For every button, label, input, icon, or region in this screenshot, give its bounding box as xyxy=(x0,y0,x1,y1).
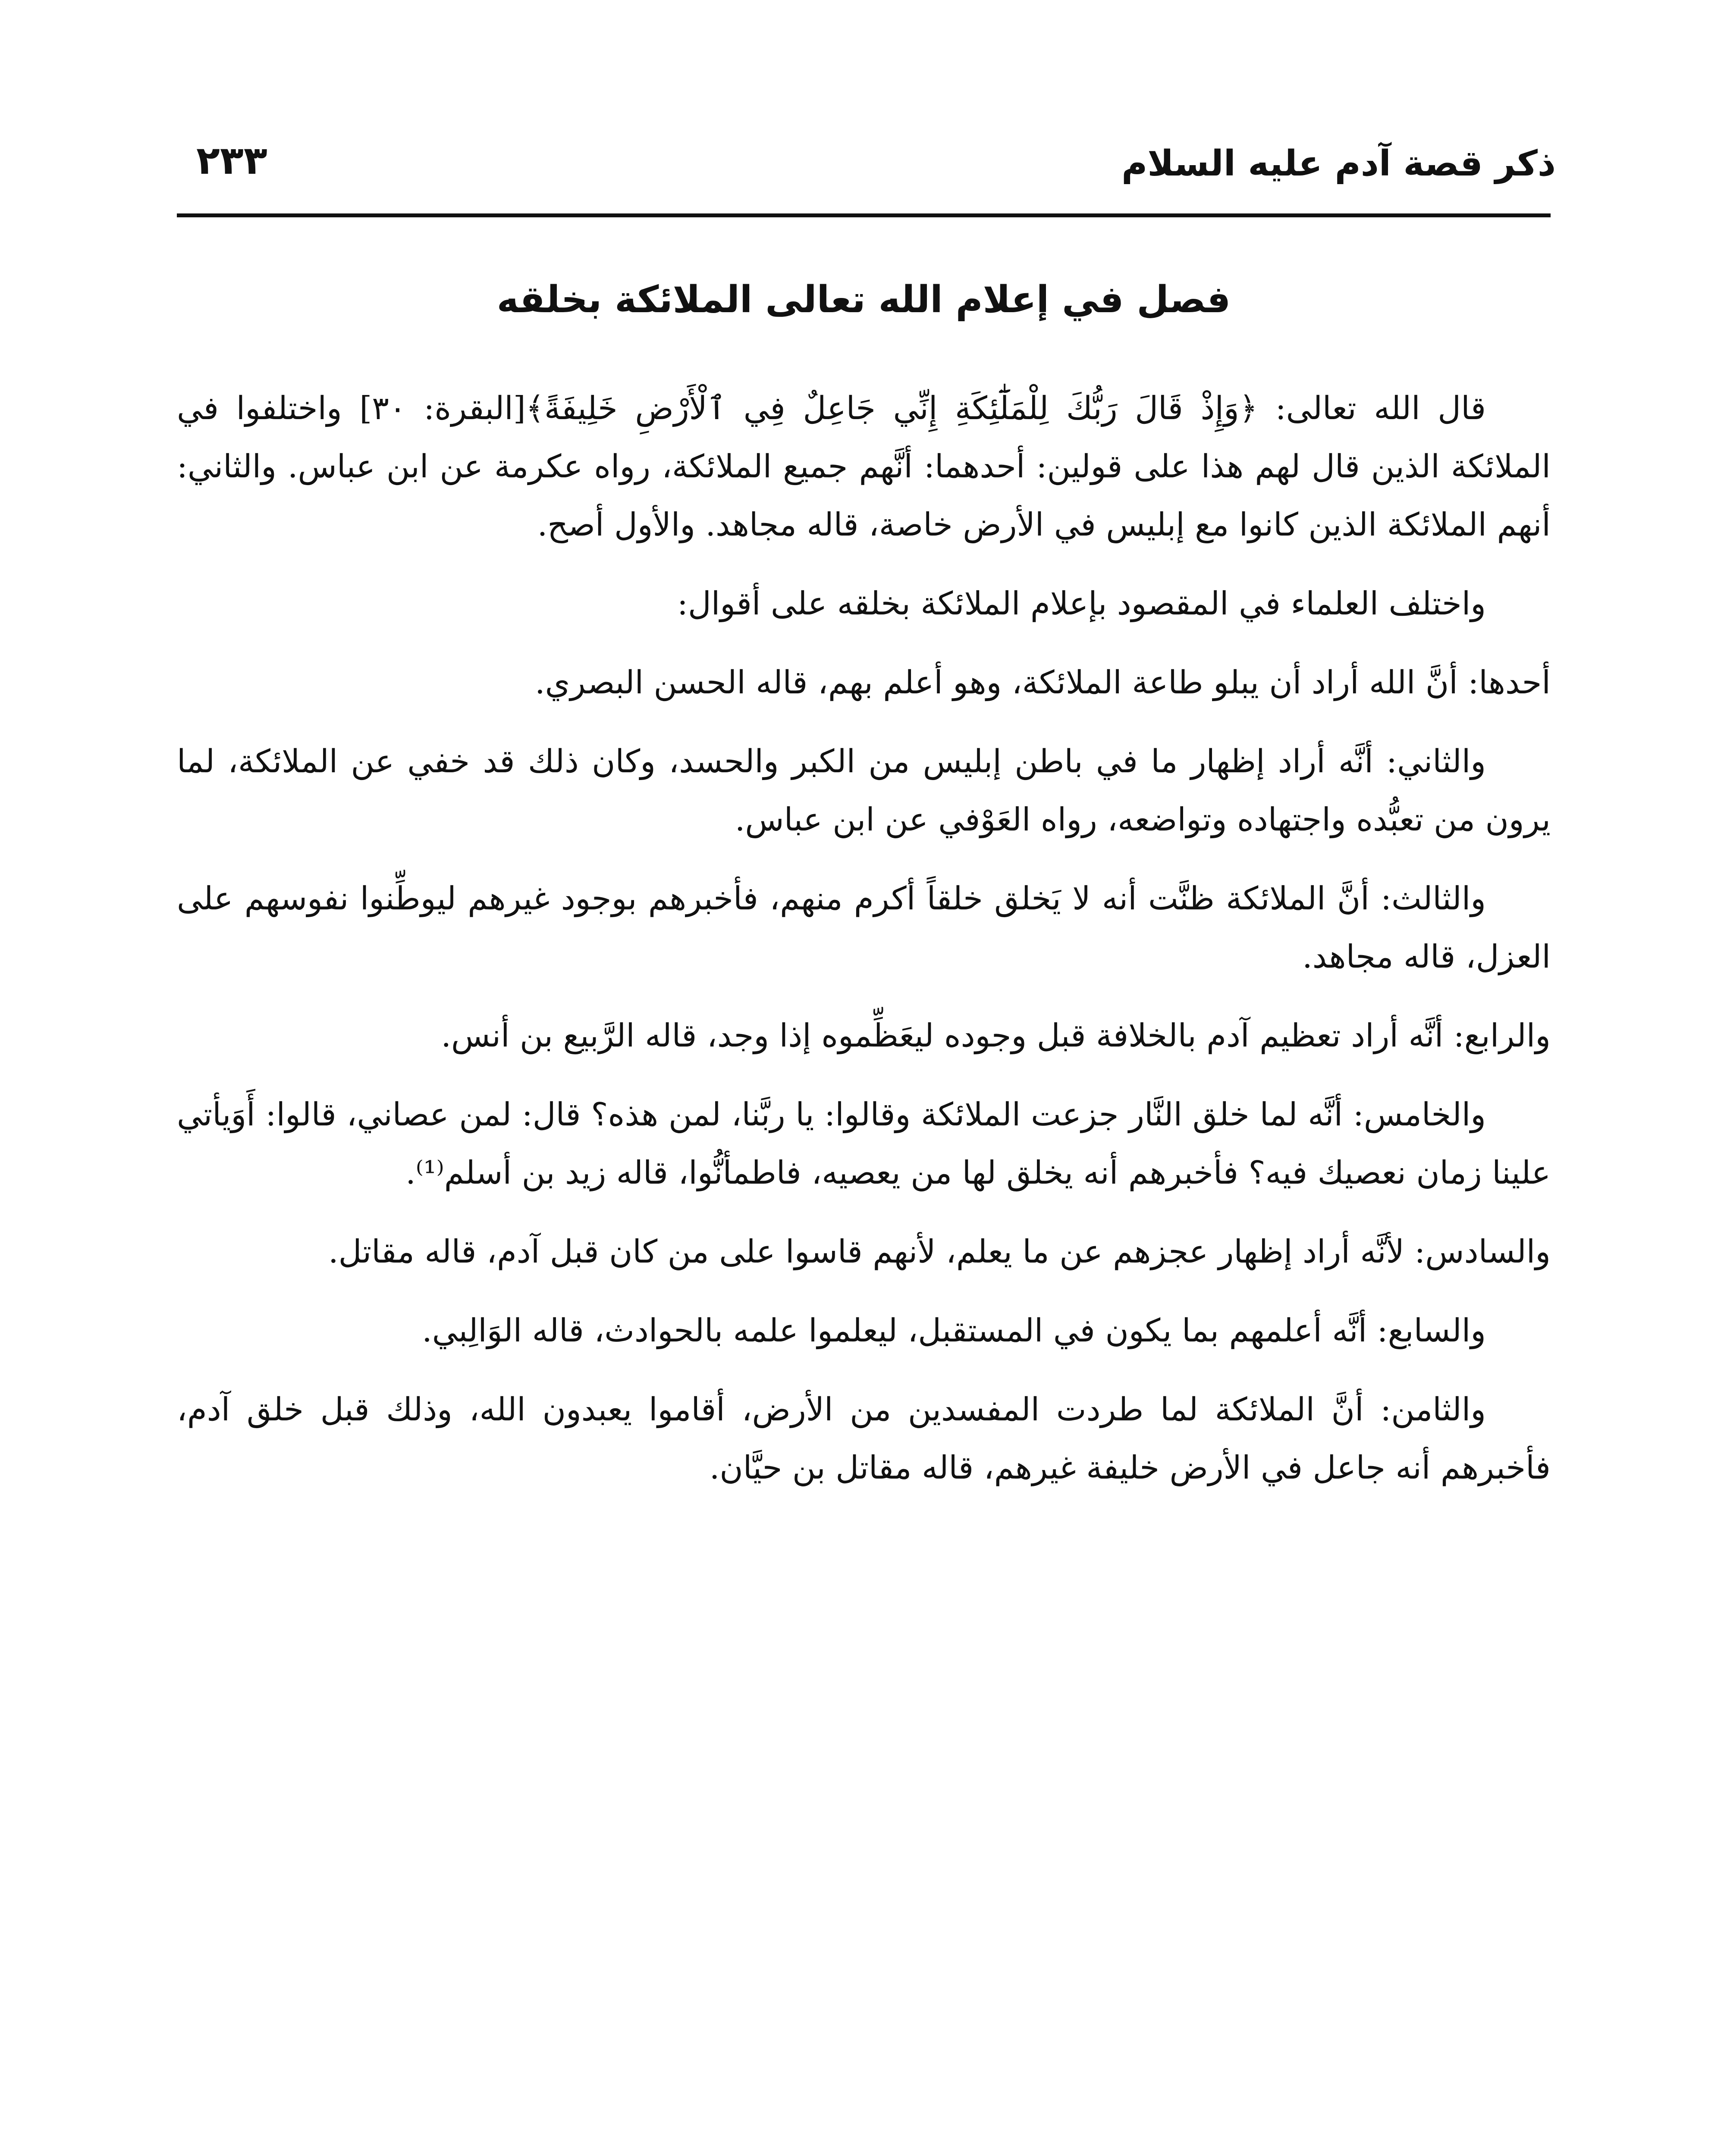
paragraph-intro: قال الله تعالى: ﴿وَإِذْ قَالَ رَبُّكَ لِلْمَلَٰٓئِكَةِ إِنِّي جَاعِلٌ فِي ٱلْأَرْضِ خَلِيفَةً﴾[البقرة: ٣٠] واختلفوا في الملائكة الذين قال لهم هذا على قولين: أحدهما: أنَّهم جميع الملائكة، رواه عكرمة عن ابن عباس. والثاني: أنهم الملائكة الذين كانوا مع إبليس في الأرض خاصة، قاله مجاهد. والأول أصح. xyxy=(177,390,1551,543)
section-heading: فصل في إعلام الله تعالى الملائكة بخلقه xyxy=(496,278,1231,321)
paragraph-opinion-1: أحدها: أنَّ الله أراد أن يبلو طاعة الملائكة، وهو أعلم بهم، قاله الحسن البصري. xyxy=(535,664,1551,701)
paragraph-opinion-5: والخامس: أنَّه لما خلق النَّار جزعت الملائكة وقالوا: يا ربَّنا، لمن هذه؟ قال: لمن عصاني، قالوا: أَوَيأتي علينا زمان نعصيك فيه؟ فأخبرهم أنه يخلق لها من يعصيه، فاطمأنُّوا، قاله زيد بن أسلم⁽¹⁾. xyxy=(177,1096,1551,1191)
paragraph-opinion-8: والثامن: أنَّ الملائكة لما طردت المفسدين من الأرض، أقاموا يعبدون الله، وذلك قبل خلق آدم، فأخبرهم أنه جاعل في الأرض خليفة غيرهم، قاله مقاتل بن حيَّان. xyxy=(177,1391,1551,1486)
paragraph-opinion-7: والسابع: أنَّه أعلمهم بما يكون في المستقبل، ليعلموا علمه بالحوادث، قاله الوَالِبي. xyxy=(422,1312,1486,1349)
body-text xyxy=(177,379,1551,1518)
paragraph-opinion-3: والثالث: أنَّ الملائكة ظنَّت أنه لا يَخلق خلقاً أكرم منهم، فأخبرهم بوجود غيرهم ليوطِّنوا نفوسهم على العزل، قاله مجاهد. xyxy=(177,880,1551,975)
running-title: ذكر قصة آدم عليه السلام xyxy=(1121,143,1556,184)
header-rule xyxy=(177,213,1551,217)
paragraph-opinion-2: والثاني: أنَّه أراد إظهار ما في باطن إبليس من الكبر والحسد، وكان ذلك قد خفي عن الملائكة، لما يرون من تعبُّده واجتهاده وتواضعه، رواه العَوْفي عن ابن عباس. xyxy=(177,743,1551,838)
page-number: ٢٣٣ xyxy=(196,138,267,183)
paragraph-opinions-intro: واختلف العلماء في المقصود بإعلام الملائكة بخلقه على أقوال: xyxy=(677,585,1486,622)
paragraph-opinion-4: والرابع: أنَّه أراد تعظيم آدم بالخلافة قبل وجوده ليعَظِّموه إذا وجد، قاله الرَّبيع بن أنس. xyxy=(441,1017,1551,1054)
paragraph-opinion-6: والسادس: لأنَّه أراد إظهار عجزهم عن ما يعلم، لأنهم قاسوا على من كان قبل آدم، قاله مقاتل. xyxy=(328,1233,1551,1270)
